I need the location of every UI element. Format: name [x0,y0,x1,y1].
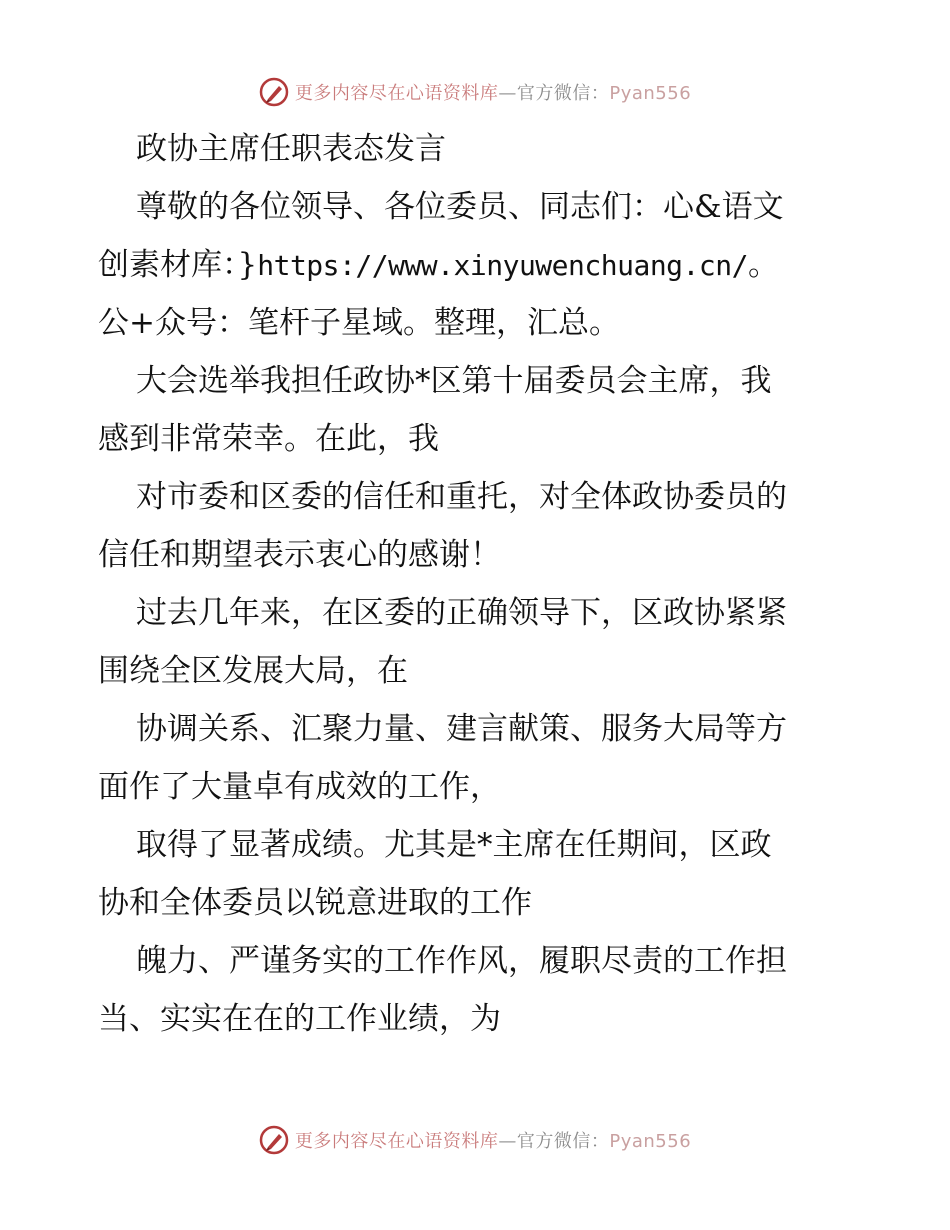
paragraph-line: 尊敬的各位领导、各位委员、同志们：心&语文 [136,189,784,225]
document-body [98,120,858,1048]
paragraph-line: 魄力、严谨务实的工作作风，履职尽责的工作担 [136,943,787,979]
paragraph-line: 当、实实在在的工作业绩，为 [98,1001,501,1037]
pen-logo-icon [259,1125,289,1155]
text-run: 创素材库：} [98,247,258,283]
banner-wechat-label: 官方微信： [516,1131,610,1152]
paragraph-line: 过去几年来，在区委的正确领导下，区政协紧紧 [136,595,787,631]
banner-main: 更多内容尽在心语资料库 [294,83,499,104]
banner-wechat-label: 官方微信： [516,83,610,104]
paragraph-line: 大会选举我担任政协*区第十届委员会主席，我 [136,363,772,399]
banner-wechat-id: Pyan556 [609,83,692,104]
paragraph-line: 信任和期望表示衷心的感谢！ [98,537,501,573]
banner-wechat-id: Pyan556 [609,1131,692,1152]
paragraph-line: 协和全体委员以锐意进取的工作 [98,885,532,921]
banner-main: 更多内容尽在心语资料库 [294,1131,499,1152]
text-run: 。 [747,247,779,283]
banner-text [295,1127,691,1153]
footer-banner [0,1120,950,1160]
paragraph-line [98,236,858,294]
paragraph-line: 公+众号：笔杆子星域。整理，汇总。 [98,305,620,341]
banner-dash: — [498,83,517,104]
paragraph-line: 对市委和区委的信任和重托，对全体政协委员的 [136,479,787,515]
paragraph-line: 围绕全区发展大局，在 [98,653,408,689]
paragraph-line: 感到非常荣幸。在此，我 [98,421,439,457]
banner-text [295,79,691,105]
paragraph-line: 面作了大量卓有成效的工作， [98,769,501,805]
pen-logo-icon [259,77,289,107]
url-text: https://www.xinyuwenchuang.cn/ [257,249,748,282]
paragraph-line: 协调关系、汇聚力量、建言献策、服务大局等方 [136,711,787,747]
banner-dash: — [498,1131,517,1152]
header-banner [0,72,950,112]
paragraph-line: 取得了显著成绩。尤其是*主席在任期间，区政 [136,827,772,863]
document-title: 政协主席任职表态发言 [136,131,446,167]
